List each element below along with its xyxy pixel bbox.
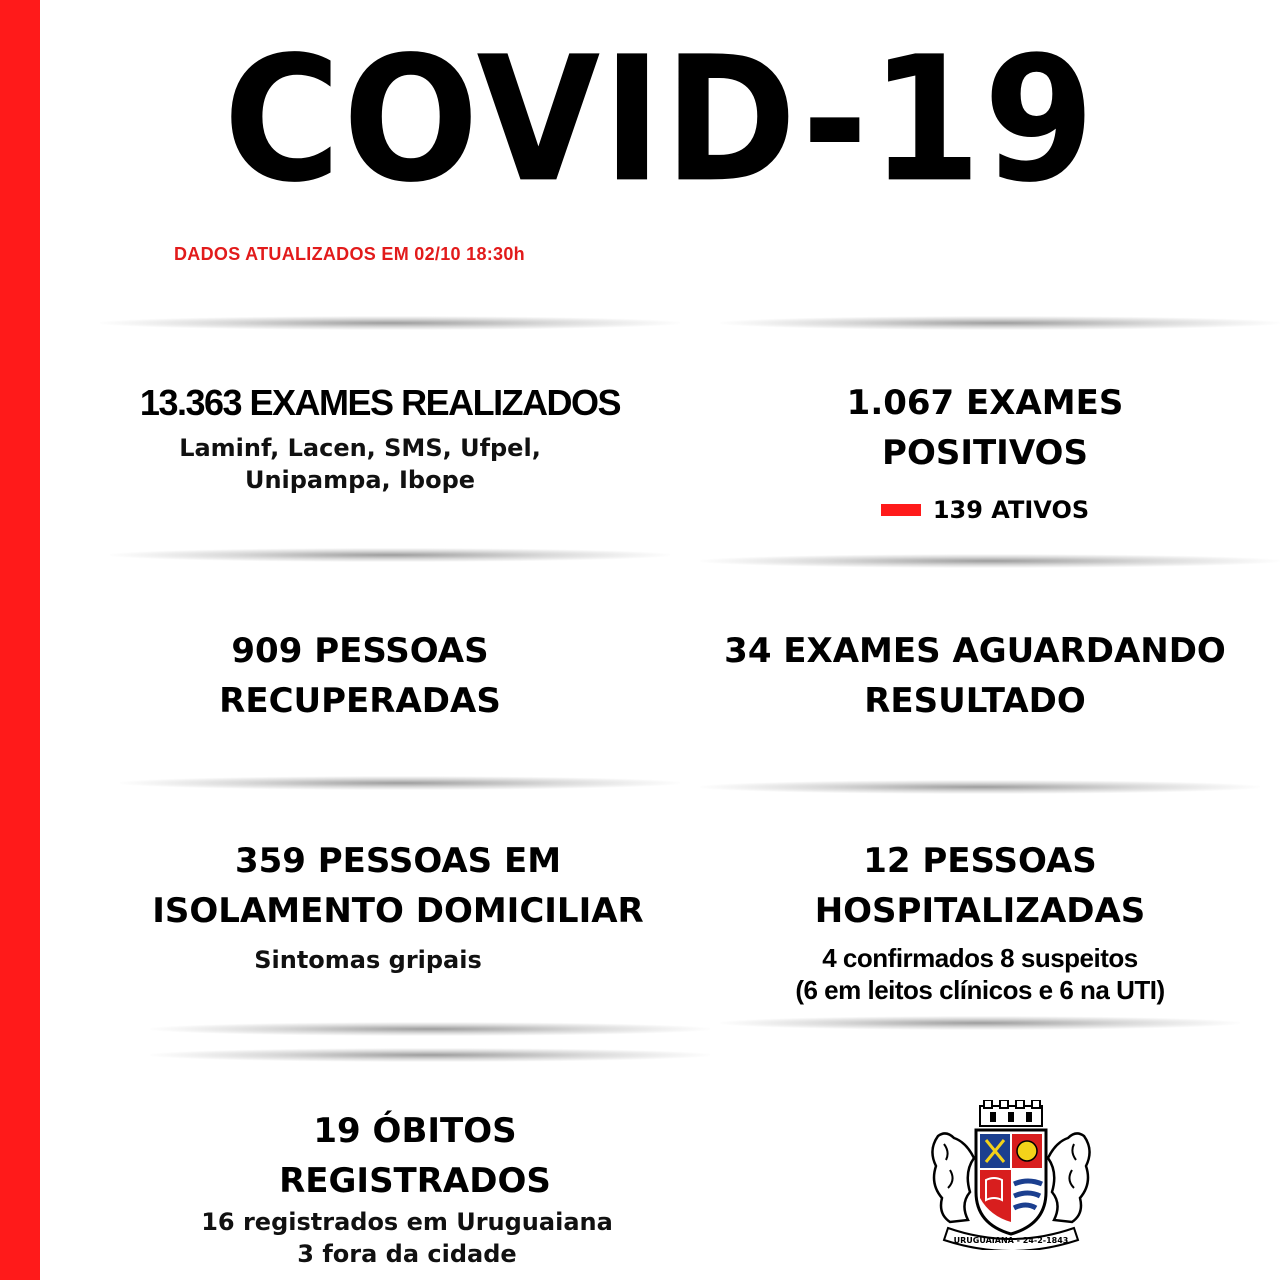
hospitalized-detail-1: 4 confirmados 8 suspeitos (822, 943, 1138, 973)
active-cases-label: 139 ATIVOS (932, 496, 1090, 524)
active-cases-row (740, 496, 1230, 524)
deaths-headline: 19 ÓBITOS REGISTRADOS (279, 1111, 551, 1201)
divider (120, 776, 680, 790)
divider (700, 554, 1280, 568)
hospitalized-line-2: HOSPITALIZADAS (814, 891, 1146, 931)
pending-exams-card (720, 626, 1230, 726)
home-isolation-card (140, 836, 656, 976)
divider (720, 316, 1280, 330)
divider (700, 780, 1260, 794)
red-side-bar (0, 0, 40, 1280)
labs-line-2: Unipampa, Ibope (244, 466, 476, 494)
divider (150, 1022, 710, 1036)
update-timestamp: DADOS ATUALIZADOS EM 02/10 18:30h (174, 244, 525, 264)
hospitalized-card (760, 836, 1200, 1006)
positive-exams-headline: 1.067 EXAMES POSITIVOS (846, 383, 1124, 473)
hospitalized-detail-2: (6 em leitos clínicos e 6 na UTI) (795, 975, 1165, 1005)
divider (100, 316, 680, 330)
recovered-line-1: 909 PESSOAS (231, 631, 489, 671)
deaths-line-2: 3 fora da cidade (297, 1240, 517, 1268)
hospitalized-line-1: 12 PESSOAS (863, 841, 1097, 881)
divider (110, 548, 670, 562)
labs-line-1: Laminf, Lacen, SMS, Ufpel, (179, 434, 541, 462)
isolation-note: Sintomas gripais (254, 946, 482, 974)
page-title: COVID-19 (223, 18, 1097, 221)
isolation-line-2: ISOLAMENTO DOMICILIAR (152, 891, 644, 931)
exams-performed-headline: 13.363 EXAMES REALIZADOS (139, 382, 621, 423)
deaths-line-1: 16 registrados em Uruguaiana (201, 1208, 613, 1236)
divider (720, 1016, 1240, 1030)
pending-line-2: RESULTADO (864, 681, 1086, 721)
deaths-card (180, 1106, 650, 1270)
positive-exams-card (740, 378, 1230, 524)
divider (150, 1048, 710, 1062)
seal-ribbon-text: URUGUAIANA - 24-2-1843 (953, 1236, 1069, 1245)
isolation-line-1: 359 PESSOAS EM (234, 841, 562, 881)
recovered-card (160, 626, 560, 726)
uruguaiana-coat-of-arms-icon (924, 1100, 1098, 1250)
exams-performed-card (130, 378, 630, 496)
recovered-line-2: RECUPERADAS (219, 681, 501, 721)
red-dash-icon (881, 504, 921, 516)
pending-line-1: 34 EXAMES AGUARDANDO (724, 631, 1226, 671)
